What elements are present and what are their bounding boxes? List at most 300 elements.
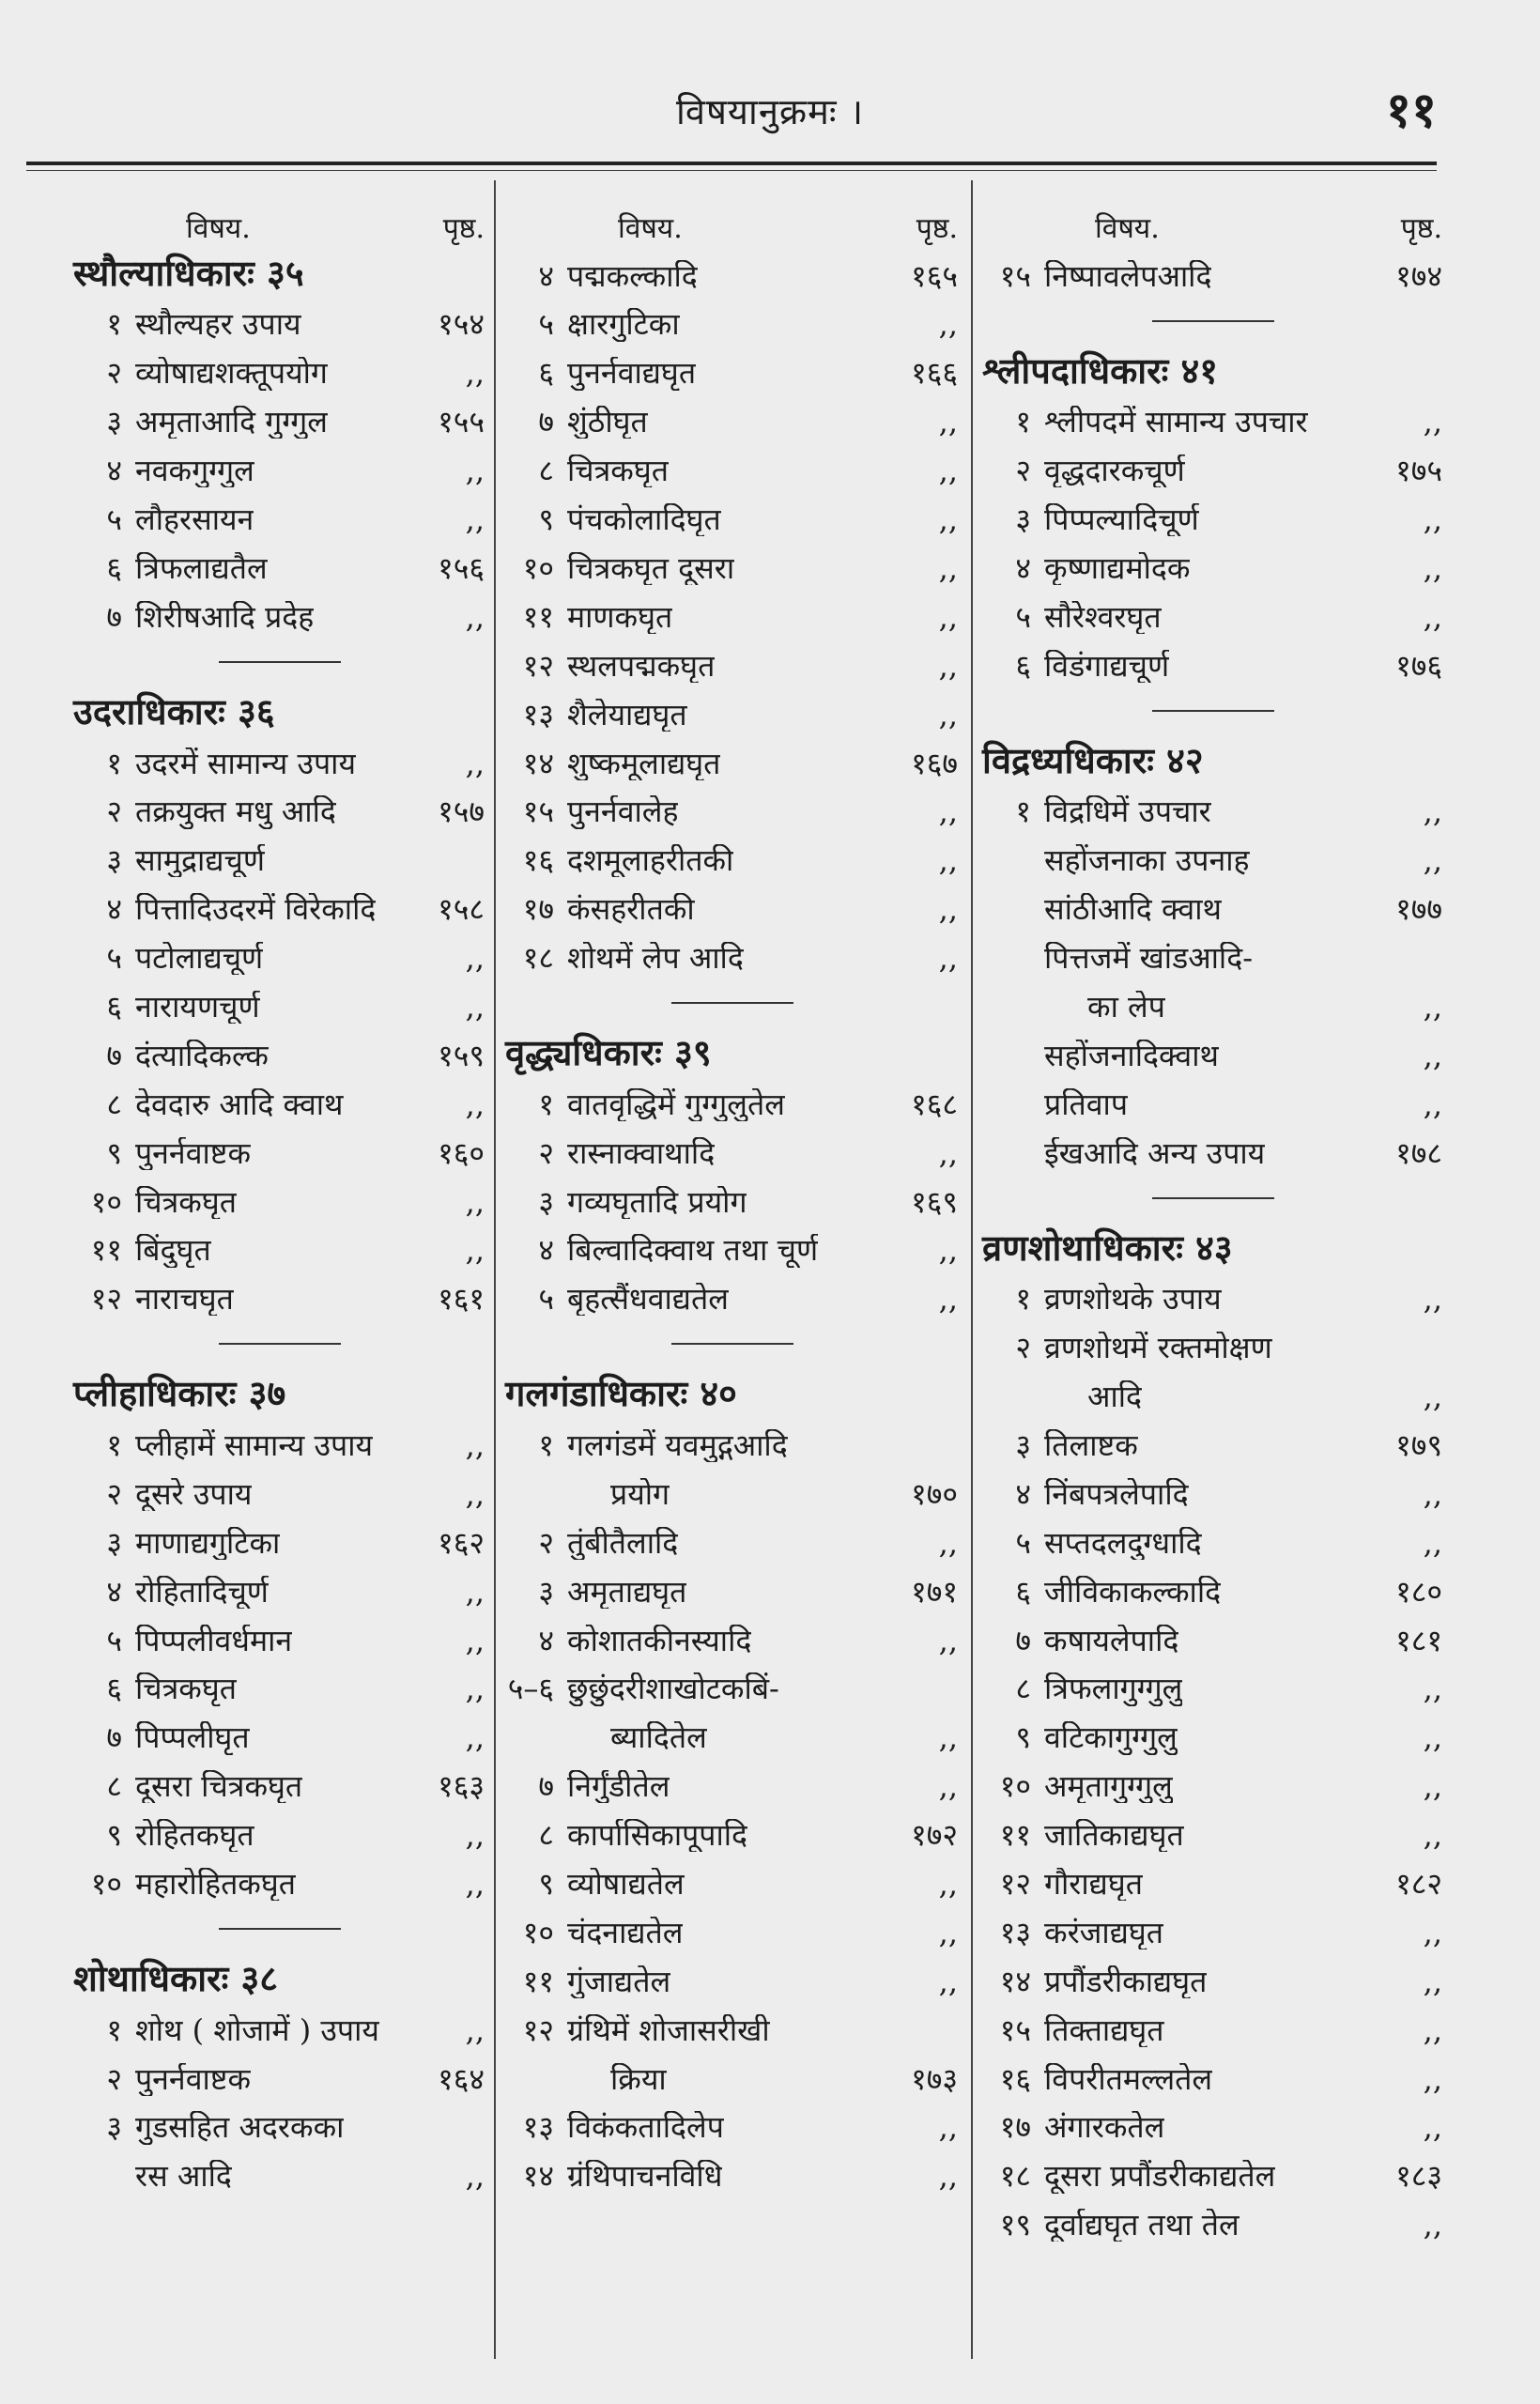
column-3 (982, 199, 1444, 2368)
entry-number: ३ (106, 844, 122, 878)
entry-number: ५ (1015, 1526, 1031, 1560)
entry-number: १ (106, 2013, 122, 2047)
toc-entry-continuation (982, 1027, 1444, 1076)
toc-entry-continuation (73, 2149, 486, 2197)
toc-entry (982, 248, 1444, 297)
entry-page: ,, (465, 501, 485, 538)
toc-entry (505, 1223, 960, 1271)
entry-number: ५ (106, 503, 122, 537)
entry-title: सांठीआदि क्वाथ (1044, 893, 1222, 927)
toc-entry (505, 784, 960, 833)
entry-page: ,, (1423, 2109, 1442, 2146)
section-divider (505, 1319, 960, 1368)
entry-number: ७ (106, 1039, 122, 1073)
entry-title: शुंठीघृत (567, 406, 648, 439)
subject-header: विषय. (186, 211, 251, 245)
toc-entry-continuation (982, 881, 1444, 930)
toc-entry-continuation (982, 1125, 1444, 1174)
entry-number: २ (106, 357, 122, 391)
entry-page: १६८ (911, 1086, 958, 1122)
entry-number: २ (1015, 1332, 1031, 1365)
entry-page: ,, (465, 598, 485, 635)
entry-page: ,, (1423, 1914, 1442, 1950)
section-divider (982, 686, 1444, 735)
column-divider (971, 180, 973, 2359)
entry-page: ,, (1423, 404, 1442, 440)
divider-line (219, 1343, 341, 1345)
entry-number: २ (1015, 455, 1031, 488)
entry-title: बिल्वादिक्वाथ तथा चूर्ण (567, 1234, 819, 1268)
entry-title: पुनर्नवालेह (567, 795, 679, 829)
toc-entry (982, 1319, 1444, 1368)
toc-entry (73, 1223, 486, 1271)
entry-page: ,, (938, 549, 958, 586)
entry-number: १ (1015, 795, 1031, 829)
entry-page: १८२ (1395, 1865, 1442, 1902)
entry-page: ,, (1423, 1817, 1442, 1854)
section-divider (982, 1174, 1444, 1223)
entry-number: ४ (538, 1624, 554, 1657)
toc-entry (505, 686, 960, 735)
entry-title: आदि (1087, 1380, 1142, 1414)
entry-page: ,, (938, 1914, 958, 1950)
entry-number: ३ (106, 406, 122, 439)
column-2 (505, 199, 960, 2368)
toc-entry (73, 979, 486, 1027)
entry-title: जातिकाद्यघृत (1044, 1819, 1184, 1853)
toc-entry (505, 442, 960, 491)
entry-page: ,, (465, 1671, 485, 1707)
entry-page: ,, (938, 1232, 958, 1269)
entry-number: १० (999, 1770, 1031, 1804)
toc-entry (505, 297, 960, 346)
toc-entry (73, 930, 486, 979)
entry-page: १७५ (1395, 453, 1442, 489)
column-header (73, 199, 486, 248)
entry-number: ९ (106, 1136, 122, 1170)
entry-title: ग्रंथिपाचनविधि (567, 2160, 723, 2194)
entry-title: व्रणशोथमें रक्तमोक्षण (1044, 1332, 1272, 1365)
entry-page: १७९ (1395, 1426, 1442, 1463)
entry-title: निंबपत्रलेपादि (1044, 1477, 1189, 1512)
toc-entry (73, 1612, 486, 1661)
entry-page: १५९ (438, 1037, 485, 1073)
entry-number: १२ (999, 1867, 1031, 1902)
entry-title: प्रयोग (610, 1477, 670, 1512)
toc-entry (73, 1174, 486, 1223)
entry-number: १ (1015, 1283, 1031, 1317)
toc-entry (73, 1076, 486, 1125)
entry-title: पुनर्नवाष्टक (135, 2062, 252, 2096)
toc-entry-continuation (505, 1710, 960, 1759)
toc-entry (505, 248, 960, 297)
entry-page: ,, (465, 1817, 485, 1854)
entry-title: शैलेयाद्यघृत (567, 698, 687, 732)
entry-title: व्योषाद्यशक्तूपयोग (135, 357, 328, 391)
entry-title: निष्पावलेपआदि (1044, 259, 1212, 293)
entry-page: ,, (938, 453, 958, 489)
toc-entry (73, 1027, 486, 1076)
entry-number: २ (106, 1477, 122, 1512)
divider-line (671, 1343, 793, 1345)
entry-title: श्लीपदमें सामान्य उपचार (1044, 406, 1308, 439)
toc-entry (505, 1417, 960, 1466)
entry-title: देवदारु आदि क्वाथ (135, 1087, 344, 1121)
entry-title: दूर्वाद्यघृत तथा तेल (1044, 2209, 1240, 2242)
entry-title: रोहितादिचूर्ण (135, 1575, 269, 1609)
entry-page: ,, (938, 891, 958, 928)
entry-title: दंत्यादिकल्क (135, 1039, 269, 1073)
entry-page: १६४ (438, 2060, 485, 2097)
entry-title: स्थौल्यहर उपाय (135, 308, 301, 342)
column-divider (494, 180, 496, 2359)
divider-line (1152, 320, 1274, 322)
entry-title: शुष्कमूलाद्यघृत (567, 747, 721, 780)
entry-page: १७४ (1395, 257, 1442, 294)
entry-number: १० (90, 1185, 122, 1219)
entry-title: व्रणशोथके उपाय (1044, 1283, 1222, 1317)
toc-entry (73, 1515, 486, 1564)
toc-entry (505, 1953, 960, 2002)
entry-title: त्रिफलागुग्गुलु (1044, 1672, 1183, 1706)
toc-entry (73, 1661, 486, 1710)
entry-number: ४ (106, 455, 122, 488)
entry-number: १४ (522, 747, 554, 780)
entry-number: २ (106, 2062, 122, 2096)
page-header-label: पृष्ठ. (916, 211, 958, 245)
entry-page: ,, (1423, 1524, 1442, 1561)
entry-page: ,, (465, 1719, 485, 1756)
entry-number: ३ (1015, 1428, 1031, 1463)
toc-entry (505, 1807, 960, 1856)
entry-number: ४ (106, 893, 122, 927)
entry-title: तुंबीतैलादि (567, 1526, 679, 1560)
toc-entry (982, 1661, 1444, 1710)
section-heading: शोथाधिकारः ३८ (73, 1957, 279, 2000)
toc-entry (505, 1661, 960, 1710)
entry-page: ,, (938, 940, 958, 977)
entry-number: ५ (106, 1624, 122, 1657)
toc-entry (982, 1904, 1444, 1953)
entry-number: १३ (522, 698, 554, 732)
entry-page: ,, (1423, 501, 1442, 538)
entry-number: ६ (1015, 649, 1031, 683)
toc-entry (982, 442, 1444, 491)
entry-page: १८३ (1395, 2158, 1442, 2195)
toc-entry-continuation (505, 1466, 960, 1515)
entry-title: क्रिया (610, 2062, 667, 2096)
toc-entry (73, 540, 486, 589)
entry-title: वटिकागुग्गुलु (1044, 1721, 1178, 1755)
entry-number: ४ (538, 1234, 554, 1268)
entry-page: ,, (1423, 842, 1442, 879)
entry-page: ,, (465, 2158, 485, 2195)
entry-page: ,, (1423, 1037, 1442, 1073)
entry-page: ,, (1423, 598, 1442, 635)
entry-number: १ (106, 1428, 122, 1463)
toc-entry (505, 638, 960, 686)
entry-title: चित्रकघृत (135, 1185, 238, 1219)
entry-title: चित्रकघृत (567, 455, 670, 488)
entry-title: बिंदुघृत (135, 1234, 211, 1268)
section-divider (982, 297, 1444, 346)
toc-entry (505, 1856, 960, 1904)
entry-title: लौहरसायन (135, 503, 254, 537)
entry-title: दूसरे उपाय (135, 1477, 253, 1512)
entry-number: ९ (1015, 1721, 1031, 1755)
entry-number: ११ (522, 1965, 554, 1998)
column-header (505, 199, 960, 248)
entry-title: सामुद्राद्यचूर्ण (135, 844, 265, 878)
entry-page: १६६ (911, 355, 958, 392)
entry-number: ४ (538, 259, 554, 293)
entry-page: १८१ (1395, 1622, 1442, 1658)
entry-number: १३ (522, 2111, 554, 2145)
entry-number: ५ (1015, 600, 1031, 635)
entry-page: ,, (1423, 1379, 1442, 1415)
entry-page: ,, (938, 647, 958, 684)
toc-entry (982, 491, 1444, 540)
entry-title: का लेप (1087, 990, 1165, 1025)
entry-number: ७ (106, 600, 122, 635)
toc-entry (505, 881, 960, 930)
entry-number: १८ (999, 2160, 1031, 2194)
entry-title: अमृताद्यघृत (567, 1575, 687, 1609)
entry-title: तिलाष्टक (1044, 1428, 1138, 1463)
toc-entry (73, 394, 486, 443)
entry-number: ७ (1015, 1624, 1031, 1657)
toc-entry (505, 2149, 960, 2197)
entry-title: पुनर्नवाष्टक (135, 1136, 252, 1170)
toc-entry (73, 833, 486, 882)
toc-entry (982, 784, 1444, 833)
entry-number: १ (1015, 406, 1031, 439)
toc-entry (982, 2051, 1444, 2100)
section-heading: व्रणशोथाधिकारः ४३ (982, 1225, 1233, 1269)
entry-title: अमृताआदि गुग्गुल (135, 406, 328, 439)
entry-title: वृद्धदारकचूर्ण (1044, 455, 1185, 488)
entry-page: ,, (1423, 1963, 1442, 1999)
section-heading: विद्रध्यधिकारः ४२ (982, 738, 1204, 781)
section-heading: श्लीपदाधिकारः ४१ (982, 348, 1219, 392)
entry-number: १२ (522, 2013, 554, 2047)
entry-number: १८ (522, 942, 554, 976)
entry-page: १६१ (438, 1281, 485, 1318)
entry-title: ग्रंथिमें शोजासरीखी (567, 2013, 770, 2047)
toc-entry (505, 1904, 960, 1953)
entry-number: १ (106, 747, 122, 780)
entry-page: ,, (1423, 1719, 1442, 1756)
toc-entry-continuation (505, 2051, 960, 2100)
toc-entry (505, 346, 960, 394)
toc-entry (982, 394, 1444, 443)
toc-entry (505, 540, 960, 589)
divider-line (1152, 1197, 1274, 1199)
entry-page: ,, (465, 1475, 485, 1512)
entry-title: ब्यादितेल (610, 1721, 707, 1755)
entry-title: ईखआदि अन्य उपाय (1044, 1136, 1266, 1170)
entry-number: १७ (999, 2111, 1031, 2145)
entry-title: गलगंडमें यवमुद्गआदि (567, 1428, 788, 1463)
entry-title: कार्पासिकापूपादि (567, 1819, 748, 1853)
toc-entry (73, 2051, 486, 2100)
entry-page: ,, (938, 404, 958, 440)
toc-entry (982, 1466, 1444, 1515)
entry-page: ,, (1423, 1768, 1442, 1805)
entry-number: ७ (106, 1721, 122, 1755)
entry-title: नारायणचूर्ण (135, 990, 260, 1025)
entry-number: ९ (538, 503, 554, 537)
entry-title: विपरीतमल्लतेल (1044, 2062, 1213, 2096)
entry-page: १७३ (911, 2060, 958, 2097)
entry-number: १० (522, 1916, 554, 1950)
entry-number: ६ (1015, 1575, 1031, 1609)
entry-title: जीविकाकल्कादि (1044, 1575, 1222, 1609)
entry-page: ,, (1423, 1671, 1442, 1707)
entry-title: कोशातकीनस्यादि (567, 1624, 752, 1657)
toc-entry (982, 1612, 1444, 1661)
entry-number: ६ (106, 990, 122, 1025)
entry-page: ,, (938, 1719, 958, 1756)
entry-title: विकंकतादिलेप (567, 2111, 724, 2145)
entry-page: १६३ (438, 1768, 485, 1805)
toc-entry (982, 2002, 1444, 2051)
entry-title: विद्रधिमें उपचार (1044, 795, 1211, 829)
entry-number: ३ (1015, 503, 1031, 537)
entry-title: प्रतिवाप (1044, 1087, 1128, 1121)
entry-page: ,, (938, 1524, 958, 1561)
entry-page: १५८ (438, 891, 485, 928)
toc-entry (73, 2002, 486, 2051)
section-heading: स्थौल्याधिकारः ३५ (73, 251, 304, 294)
entry-page: १६५ (911, 257, 958, 294)
entry-title: दशमूलाहरीतकी (567, 844, 734, 878)
section-divider (505, 979, 960, 1027)
entry-title: बृहत्सैंधवाद्यतेल (567, 1283, 729, 1317)
entry-number: ५ (106, 942, 122, 976)
entry-page: ,, (1423, 2207, 1442, 2243)
toc-entry (505, 2002, 960, 2051)
entry-number: १ (538, 1087, 554, 1121)
toc-entry (73, 2100, 486, 2149)
entry-page: १७८ (1395, 1134, 1442, 1171)
entry-title: नवकगुग्गुल (135, 455, 254, 488)
toc-entry (73, 442, 486, 491)
toc-entry-continuation (982, 1076, 1444, 1125)
entry-page: ,, (938, 1622, 958, 1658)
entry-page: १६९ (911, 1183, 958, 1220)
entry-page: १६० (438, 1134, 485, 1171)
toc-entry (982, 1417, 1444, 1466)
toc-entry (982, 638, 1444, 686)
entry-title: उदरमें सामान्य उपाय (135, 747, 357, 780)
entry-title: कृष्णाद्यमोदक (1044, 551, 1191, 586)
toc-entry (982, 1710, 1444, 1759)
entry-title: पद्मकल्कादि (567, 259, 698, 293)
toc-entry (982, 1856, 1444, 1904)
entry-page: ,, (938, 842, 958, 879)
entry-page: ,, (1423, 1281, 1442, 1318)
entry-title: रस आदि (135, 2160, 232, 2194)
toc-entry (73, 491, 486, 540)
entry-number: ७ (538, 1770, 554, 1804)
entry-title: क्षारगुटिका (567, 308, 680, 342)
entry-title: पिप्पल्यादिचूर्ण (1044, 503, 1199, 537)
entry-page: १७७ (1395, 891, 1442, 928)
entry-title: पटोलाद्यचूर्ण (135, 942, 264, 976)
entry-page: ,, (465, 2011, 485, 2048)
section-heading: गलगंडाधिकारः ४० (505, 1372, 737, 1415)
entry-number: १० (90, 1867, 122, 1902)
entry-number: ३ (106, 1526, 122, 1560)
subject-header: विषय. (618, 211, 683, 245)
toc-entry-continuation (982, 930, 1444, 979)
entry-number: १२ (90, 1283, 122, 1317)
toc-entry (982, 1807, 1444, 1856)
entry-number: ४ (106, 1575, 122, 1609)
toc-entry (982, 1759, 1444, 1808)
toc-entry (982, 1953, 1444, 2002)
entry-title: तिक्ताद्यघृत (1044, 2013, 1164, 2047)
entry-page: ,, (465, 453, 485, 489)
page-number: ११ (1385, 82, 1437, 139)
entry-title: माणकघृत (567, 600, 673, 635)
toc-entry (505, 394, 960, 443)
entry-number: ८ (106, 1770, 122, 1804)
entry-page: ,, (465, 1183, 485, 1220)
entry-title: शोथ ( शोजामें ) उपाय (135, 2013, 379, 2047)
entry-number: ६ (106, 1672, 122, 1706)
toc-entry (505, 2100, 960, 2149)
entry-number: १४ (999, 1965, 1031, 1998)
entry-title: गुंजाद्यतेल (567, 1965, 671, 1998)
toc-entry (505, 1759, 960, 1808)
entry-number: ३ (538, 1185, 554, 1219)
entry-title: विडंगाद्यचूर्ण (1044, 649, 1170, 683)
toc-entry (982, 2100, 1444, 2149)
entry-page: ,, (1423, 794, 1442, 830)
entry-title: रोहितकघृत (135, 1819, 254, 1853)
entry-page: ,, (938, 306, 958, 343)
toc-entry (505, 735, 960, 784)
section-heading: वृद्ध्यधिकारः ३९ (505, 1031, 712, 1074)
entry-number: ४ (1015, 551, 1031, 586)
entry-title: शोथमें लेप आदि (567, 942, 744, 976)
entry-page: १५५ (438, 404, 485, 440)
column-1 (73, 199, 486, 2368)
toc-entry (982, 1271, 1444, 1320)
entry-page: १७१ (911, 1573, 958, 1610)
entry-title: पिप्पलीघृत (135, 1721, 250, 1755)
entry-title: सहोंजनाका उपनाह (1044, 844, 1250, 878)
entry-page: ,, (465, 1573, 485, 1610)
entry-number: ५–६ (507, 1672, 554, 1706)
entry-number: १५ (522, 795, 554, 829)
entry-number: १२ (522, 649, 554, 683)
entry-title: व्योषाद्यतेल (567, 1867, 685, 1902)
entry-title: सप्तदलदुग्धादि (1044, 1526, 1202, 1560)
toc-entry (73, 735, 486, 784)
entry-number: ५ (538, 1283, 554, 1317)
entry-number: ३ (538, 1575, 554, 1609)
entry-page: १७६ (1395, 647, 1442, 684)
toc-entry (505, 1076, 960, 1125)
entry-title: सौरेश्वरघृत (1044, 600, 1162, 635)
entry-page: ,, (465, 940, 485, 977)
toc-entry (982, 1564, 1444, 1612)
entry-page: ,, (938, 2158, 958, 2195)
entry-page: ,, (465, 1426, 485, 1463)
